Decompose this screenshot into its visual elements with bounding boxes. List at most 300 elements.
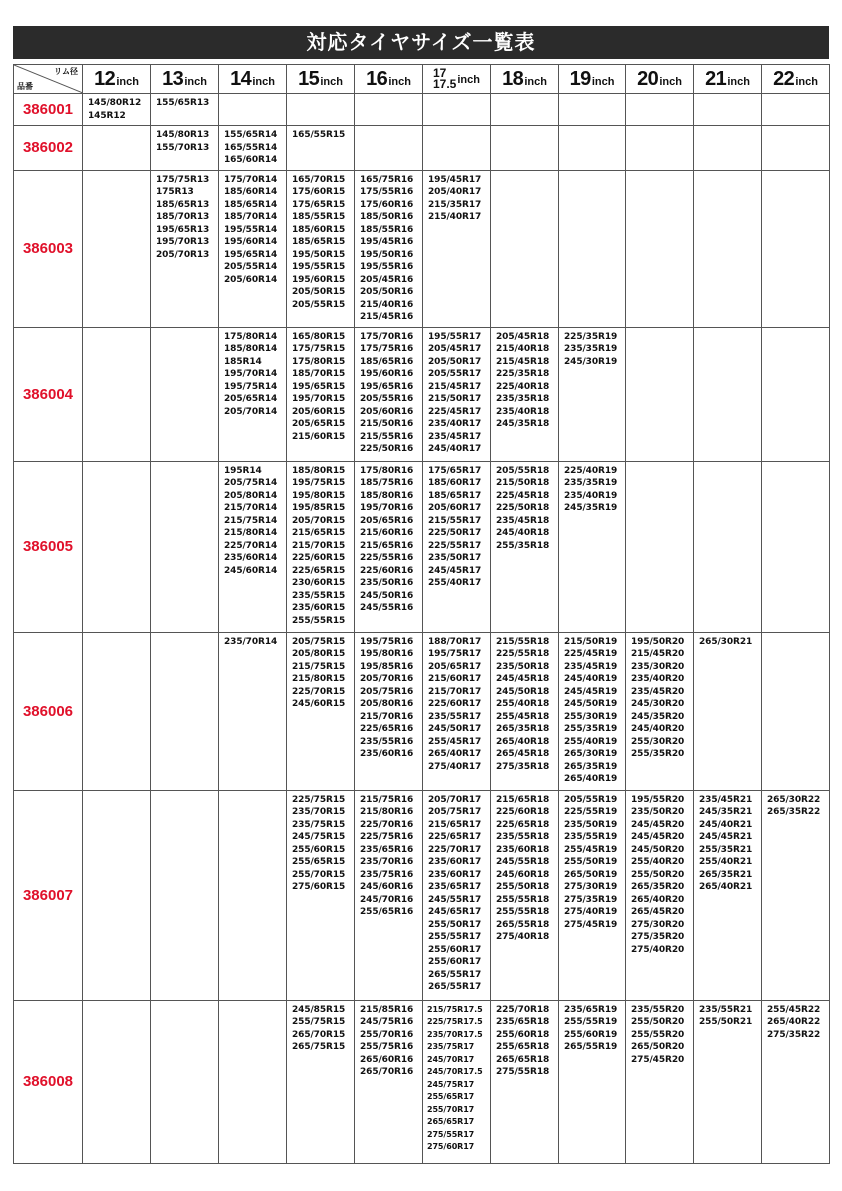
- tire-size: 165/75R16: [360, 174, 414, 185]
- tire-size: 265/35R21: [699, 869, 753, 880]
- product-code: 386008: [14, 1000, 83, 1163]
- tire-size: 205/80R14: [224, 490, 278, 501]
- product-code: 386004: [14, 327, 83, 461]
- tire-size: 235/40R19: [564, 490, 618, 501]
- tire-size: 245/60R15: [292, 699, 346, 709]
- tire-size: 195/75R15: [292, 478, 346, 488]
- size-cell: [762, 790, 830, 1000]
- tire-size: 215/55R16: [360, 431, 414, 442]
- tire-size: 215/70R15: [292, 540, 346, 551]
- size-cell: [762, 170, 830, 327]
- size-cell: [694, 126, 762, 171]
- tire-size: 185/60R15: [292, 224, 346, 235]
- tire-size: 265/30R21: [699, 636, 753, 647]
- product-code: 386006: [14, 632, 83, 790]
- size-cell: [355, 1000, 423, 1163]
- tire-size: 265/35R18: [496, 724, 550, 734]
- tire-size: 225/60R16: [360, 565, 414, 576]
- size-cell: [762, 327, 830, 461]
- size-cell: [83, 327, 151, 461]
- tire-size: 245/60R18: [496, 869, 550, 880]
- tire-size: 235/40R17: [428, 419, 482, 429]
- tire-size: 235/55R19: [564, 832, 618, 842]
- size-cell: [423, 632, 491, 790]
- tire-size: 145/80R12: [88, 98, 142, 108]
- tire-size: 225/65R17: [428, 832, 482, 842]
- tire-size: 275/35R19: [564, 894, 618, 905]
- size-cell: [559, 327, 626, 461]
- size-cell: [762, 632, 830, 790]
- product-code: 386002: [14, 126, 83, 171]
- tire-size: 215/40R18: [496, 344, 550, 354]
- tire-size: 255/45R18: [496, 711, 550, 722]
- tire-size: 155/70R13: [156, 142, 210, 153]
- tire-size: 145R12: [88, 110, 126, 121]
- rim-unit: inch: [320, 75, 343, 88]
- tire-size: 265/55R17: [428, 969, 482, 980]
- tire-size: 215/50R19: [564, 636, 618, 647]
- header-rim-18: [491, 65, 559, 94]
- tire-size: 205/45R17: [428, 344, 482, 354]
- tire-size: 235/60R14: [224, 553, 278, 563]
- tire-size: 265/45R20: [631, 907, 685, 917]
- tire-size: 265/75R15: [292, 1042, 346, 1052]
- header-rim-14: [219, 65, 287, 94]
- tire-size: 215/50R17: [428, 394, 482, 404]
- tire-size: 245/45R20: [631, 819, 685, 830]
- tire-size: 255/60R17: [428, 957, 482, 967]
- tire-size: 215/85R16: [360, 1004, 414, 1015]
- rim-number: 16: [366, 67, 388, 90]
- tire-size: 265/70R16: [360, 1067, 414, 1077]
- tire-size: 245/35R21: [699, 807, 753, 817]
- tire-size: 245/40R18: [496, 528, 550, 538]
- tire-size: 245/65R17: [428, 907, 482, 917]
- tire-size: 215/40R16: [360, 299, 414, 310]
- tire-size: 195/85R15: [292, 503, 346, 513]
- size-cell: [423, 94, 491, 126]
- tire-size: 235/55R16: [360, 736, 414, 747]
- size-cell: [626, 94, 694, 126]
- tire-size: 225/70R16: [360, 819, 414, 830]
- tire-size: 245/40R20: [631, 724, 685, 734]
- size-cell: [626, 632, 694, 790]
- tire-size: 245/70R17: [427, 1054, 475, 1064]
- header-rim-19: [559, 65, 626, 94]
- size-cell: [423, 1000, 491, 1163]
- header-rim-17-17.5: [423, 65, 491, 94]
- tire-size: 235/45R17: [428, 431, 482, 442]
- tire-size: 165/60R14: [224, 155, 278, 165]
- size-cell: [219, 126, 287, 171]
- tire-size: 195/60R14: [224, 237, 278, 247]
- tire-size: 215/45R20: [631, 649, 685, 659]
- rim-number: 13: [162, 67, 184, 90]
- tire-size: 205/55R19: [564, 794, 618, 805]
- tire-size: 215/60R15: [292, 431, 346, 442]
- tire-size: 245/50R18: [496, 686, 550, 697]
- tire-size: 265/55R17: [428, 982, 482, 992]
- size-cell: [423, 126, 491, 171]
- size-cell: [694, 94, 762, 126]
- tire-size: 215/75R16: [360, 794, 414, 805]
- tire-size: 235/40R20: [631, 674, 685, 684]
- tire-size: 225/60R18: [496, 807, 550, 817]
- tire-size: 255/50R19: [564, 857, 618, 867]
- header-rim-21: [694, 65, 762, 94]
- size-cell: [151, 327, 219, 461]
- table-body: [14, 94, 830, 1164]
- table-row-386008: [14, 1000, 830, 1163]
- tire-size: 245/55R18: [496, 857, 550, 867]
- rim-number: 19: [569, 67, 591, 90]
- tire-size: 195/50R15: [292, 249, 346, 260]
- tire-size: 195/60R15: [292, 274, 346, 285]
- tire-size: 215/65R15: [292, 528, 346, 538]
- rim-number: 17: [433, 66, 447, 80]
- product-code: 386001: [14, 94, 83, 126]
- size-cell: [219, 790, 287, 1000]
- rim-unit: inch: [727, 75, 750, 88]
- tire-size: 245/50R16: [360, 590, 414, 601]
- size-cell: [762, 461, 830, 632]
- tire-size: 215/50R18: [496, 478, 550, 488]
- tire-size: 235/55R21: [699, 1004, 753, 1015]
- tire-size: 255/65R15: [292, 857, 346, 867]
- rim-unit: inch: [388, 75, 411, 88]
- tire-size: 175/60R16: [360, 199, 414, 210]
- tire-size: 225/75R15: [292, 794, 346, 805]
- tire-size: 175/75R16: [360, 344, 414, 354]
- tire-size: 195/55R15: [292, 262, 346, 272]
- tire-size: 195/85R16: [360, 661, 414, 672]
- tire-size: 235/35R19: [564, 344, 618, 354]
- size-cell: [219, 461, 287, 632]
- size-cell: [151, 461, 219, 632]
- size-cell: [762, 126, 830, 171]
- size-cell: [559, 461, 626, 632]
- tire-size: 195/45R16: [360, 237, 414, 247]
- tire-size: 245/45R19: [564, 686, 618, 697]
- tire-size: 265/60R16: [360, 1054, 414, 1065]
- tire-size: 255/40R17: [428, 578, 482, 588]
- tire-size: 175/75R13: [156, 174, 210, 185]
- table-row-386007: [14, 790, 830, 1000]
- tire-size: 265/35R20: [631, 882, 685, 892]
- tire-size: 275/40R19: [564, 907, 618, 917]
- tire-size: 245/70R16: [360, 894, 414, 905]
- tire-size: 255/70R17: [427, 1104, 475, 1114]
- tire-size: 255/60R18: [496, 1029, 550, 1040]
- tire-size: 205/55R17: [428, 369, 482, 379]
- tire-size: 195/60R16: [360, 369, 414, 379]
- tire-size: 165/55R15: [292, 130, 346, 140]
- tire-size: 265/40R22: [767, 1017, 821, 1027]
- tire-size: 275/45R19: [564, 919, 618, 930]
- tire-size: 225/70R14: [224, 540, 278, 551]
- tire-size: 205/70R16: [360, 674, 414, 684]
- tire-size: 255/60R15: [292, 844, 346, 855]
- tire-size: 225/40R18: [496, 381, 550, 392]
- rim-label: リム径: [54, 67, 78, 76]
- tire-size: 185/70R15: [292, 369, 346, 379]
- tire-size: 165/80R15: [292, 331, 346, 342]
- tire-size: 235/55R17: [428, 711, 482, 722]
- tire-size: 235/60R17: [428, 857, 482, 867]
- tire-size: 275/40R17: [428, 761, 482, 772]
- tire-size: 215/45R16: [360, 312, 414, 322]
- size-cell: [626, 461, 694, 632]
- tire-size: 165/70R15: [292, 174, 346, 185]
- tire-size: 235/55R18: [496, 832, 550, 842]
- tire-size: 205/65R17: [428, 661, 482, 672]
- rim-unit: inch: [116, 75, 139, 88]
- tire-size: 195/65R16: [360, 381, 414, 392]
- tire-size: 245/75R17: [427, 1079, 475, 1089]
- tire-size: 235/60R15: [292, 603, 346, 613]
- size-cell: [355, 632, 423, 790]
- size-cell: [491, 461, 559, 632]
- tire-size: 175/60R15: [292, 187, 346, 197]
- tire-size: 175/70R16: [360, 331, 414, 342]
- tire-size: 255/60R19: [564, 1029, 618, 1040]
- tire-size: 215/75R15: [292, 661, 346, 672]
- tire-size: 185/50R16: [360, 212, 414, 222]
- size-cell: [626, 170, 694, 327]
- tire-size: 230/60R15: [292, 578, 346, 588]
- tire-size: 275/35R20: [631, 932, 685, 942]
- tire-size: 245/60R14: [224, 565, 278, 576]
- tire-size: 265/45R18: [496, 749, 550, 759]
- tire-size: 195/65R13: [156, 224, 210, 235]
- tire-size: 275/40R18: [496, 932, 550, 942]
- table-row-386005: [14, 461, 830, 632]
- tire-size: 188/70R17: [428, 636, 482, 647]
- size-cell: [287, 1000, 355, 1163]
- table-row-386001: [14, 94, 830, 126]
- size-cell: [219, 94, 287, 126]
- tire-size: 255/35R19: [564, 724, 618, 734]
- tire-size: 255/50R18: [496, 882, 550, 892]
- tire-size: 185/55R16: [360, 224, 414, 235]
- tire-size: 265/40R21: [699, 882, 753, 892]
- size-cell: [762, 94, 830, 126]
- tire-size: 255/40R19: [564, 736, 618, 747]
- tire-size: 205/65R16: [360, 515, 414, 526]
- tire-size: 225/65R18: [496, 819, 550, 830]
- tire-size: 235/60R18: [496, 844, 550, 855]
- tire-size: 225/60R17: [428, 699, 482, 709]
- tire-size: 235/45R18: [496, 515, 550, 526]
- tire-size: 205/80R16: [360, 699, 414, 709]
- size-cell: [626, 327, 694, 461]
- tire-size: 155/65R13: [156, 98, 210, 108]
- tire-size: 175/55R16: [360, 187, 414, 197]
- size-cell: [355, 126, 423, 171]
- tire-size: 185/75R16: [360, 478, 414, 488]
- size-cell: [287, 632, 355, 790]
- size-cell: [626, 790, 694, 1000]
- rim-number: 22: [773, 67, 795, 90]
- header-rim-13: [151, 65, 219, 94]
- tire-size: 205/50R15: [292, 287, 346, 297]
- tire-size: 235/35R18: [496, 394, 550, 404]
- tire-size: 275/55R17: [427, 1129, 475, 1139]
- tire-size: 235/75R16: [360, 869, 414, 880]
- tire-size: 195/55R20: [631, 794, 685, 805]
- header-rim-16: [355, 65, 423, 94]
- tire-size: 195/50R16: [360, 249, 414, 260]
- tire-size: 215/80R16: [360, 807, 414, 817]
- tire-size: 245/30R20: [631, 699, 685, 709]
- tire-size: 265/50R19: [564, 869, 618, 880]
- tire-size: 265/35R19: [564, 761, 618, 772]
- tire-size: 255/65R18: [496, 1042, 550, 1052]
- tire-size: 245/30R19: [564, 356, 618, 367]
- tire-size: 215/55R18: [496, 636, 550, 647]
- size-cell: [626, 1000, 694, 1163]
- header-rim-20: [626, 65, 694, 94]
- rim-unit: inch: [659, 75, 682, 88]
- size-cell: [694, 461, 762, 632]
- tire-size: 225/50R16: [360, 444, 414, 454]
- tire-size: 245/45R20: [631, 832, 685, 842]
- size-cell: [559, 790, 626, 1000]
- tire-size: 225/55R19: [564, 807, 618, 817]
- tire-size: 255/45R17: [428, 736, 482, 747]
- tire-size: 235/50R18: [496, 661, 550, 672]
- tire-size: 255/50R21: [699, 1017, 753, 1027]
- tire-size: 245/35R18: [496, 419, 550, 429]
- tire-size: 185/80R14: [224, 344, 278, 354]
- tire-size: 245/40R17: [428, 444, 482, 454]
- rim-unit: inch: [457, 74, 480, 87]
- tire-size: 215/60R16: [360, 528, 414, 538]
- tire-size: 225/60R15: [292, 553, 346, 563]
- tire-size: 225/35R18: [496, 369, 550, 379]
- tire-size: 175/80R14: [224, 331, 278, 342]
- tire-size: 195/75R16: [360, 636, 414, 647]
- tire-size: 205/65R14: [224, 394, 278, 404]
- tire-size: 225/35R19: [564, 331, 618, 342]
- tire-size: 185R14: [224, 356, 262, 367]
- tire-size: 265/40R19: [564, 774, 618, 784]
- tire-size: 245/50R20: [631, 844, 685, 855]
- tire-size: 205/70R14: [224, 406, 278, 417]
- tire-size: 185/65R16: [360, 356, 414, 367]
- size-cell: [355, 461, 423, 632]
- size-cell: [219, 170, 287, 327]
- tire-size: 205/55R14: [224, 262, 278, 272]
- tire-size: 235/70R16: [360, 857, 414, 867]
- tire-size: 205/75R15: [292, 636, 346, 647]
- tire-size: 265/55R19: [564, 1042, 618, 1052]
- rim-unit: inch: [795, 75, 818, 88]
- tire-size: 235/60R16: [360, 749, 414, 759]
- tire-size: 255/50R17: [428, 919, 482, 930]
- tire-size: 265/70R15: [292, 1029, 346, 1040]
- tire-size: 235/55R20: [631, 1004, 685, 1015]
- tire-size: 185/65R13: [156, 199, 210, 210]
- tire-size: 195/70R16: [360, 503, 414, 513]
- size-cell: [423, 790, 491, 1000]
- rim-unit: inch: [524, 75, 547, 88]
- rim-unit: inch: [184, 75, 207, 88]
- tire-size: 235/65R19: [564, 1004, 618, 1015]
- tire-size: 255/55R19: [564, 1017, 618, 1027]
- tire-size: 255/40R21: [699, 857, 753, 867]
- tire-size: 255/50R20: [631, 869, 685, 880]
- size-cell: [694, 170, 762, 327]
- table-row-386004: [14, 327, 830, 461]
- size-cell: [762, 1000, 830, 1163]
- tire-size: 215/80R14: [224, 528, 278, 538]
- tire-size: 265/40R20: [631, 894, 685, 905]
- header-rim-12: [83, 65, 151, 94]
- size-cell: [423, 461, 491, 632]
- product-code: 386005: [14, 461, 83, 632]
- tire-size: 275/30R20: [631, 919, 685, 930]
- tire-size: 205/70R15: [292, 515, 346, 526]
- tire-size: 185/65R17: [428, 490, 482, 501]
- tire-size: 185/65R15: [292, 237, 346, 247]
- tire-size: 205/60R15: [292, 406, 346, 417]
- tire-size: 275/30R19: [564, 882, 618, 892]
- tire-size: 235/45R19: [564, 661, 618, 672]
- size-cell: [491, 632, 559, 790]
- rim-unit: inch: [252, 75, 275, 88]
- size-cell: [219, 1000, 287, 1163]
- tire-size: 255/30R20: [631, 736, 685, 747]
- tire-size: 215/50R16: [360, 419, 414, 429]
- size-cell: [151, 94, 219, 126]
- tire-size: 195/55R17: [428, 331, 482, 342]
- tire-size: 205/80R15: [292, 649, 346, 659]
- tire-size: 265/65R18: [496, 1054, 550, 1065]
- tire-size: 195/65R15: [292, 381, 346, 392]
- tire-size: 275/60R15: [292, 882, 346, 892]
- tire-size: 265/30R19: [564, 749, 618, 759]
- tire-size: 225/45R19: [564, 649, 618, 659]
- table-row-386006: [14, 632, 830, 790]
- tire-size: 235/70R17.5: [427, 1029, 483, 1039]
- tire-size: 205/55R16: [360, 394, 414, 404]
- tire-size: 255/35R18: [496, 540, 550, 551]
- tire-size: 195/45R17: [428, 174, 482, 185]
- corner-header: [14, 65, 83, 94]
- tire-size: 235/45R21: [699, 794, 753, 805]
- tire-size: 245/50R19: [564, 699, 618, 709]
- size-cell: [151, 170, 219, 327]
- tire-size: 195/55R16: [360, 262, 414, 272]
- header-rim-22: [762, 65, 830, 94]
- tire-size: 225/40R19: [564, 465, 618, 476]
- size-cell: [355, 790, 423, 1000]
- table-row-386003: [14, 170, 830, 327]
- size-cell: [355, 170, 423, 327]
- tire-size: 245/50R17: [428, 724, 482, 734]
- tire-size: 195/75R14: [224, 381, 278, 392]
- header-rim-15: [287, 65, 355, 94]
- tire-size: 255/65R17: [427, 1092, 475, 1101]
- tire-size: 255/50R20: [631, 1017, 685, 1027]
- tire-size: 215/75R17.5: [427, 1004, 483, 1014]
- rim-number: 12: [94, 67, 116, 90]
- tire-size: 145/80R13: [156, 130, 210, 140]
- size-cell: [83, 126, 151, 171]
- size-cell: [694, 790, 762, 1000]
- size-cell: [151, 632, 219, 790]
